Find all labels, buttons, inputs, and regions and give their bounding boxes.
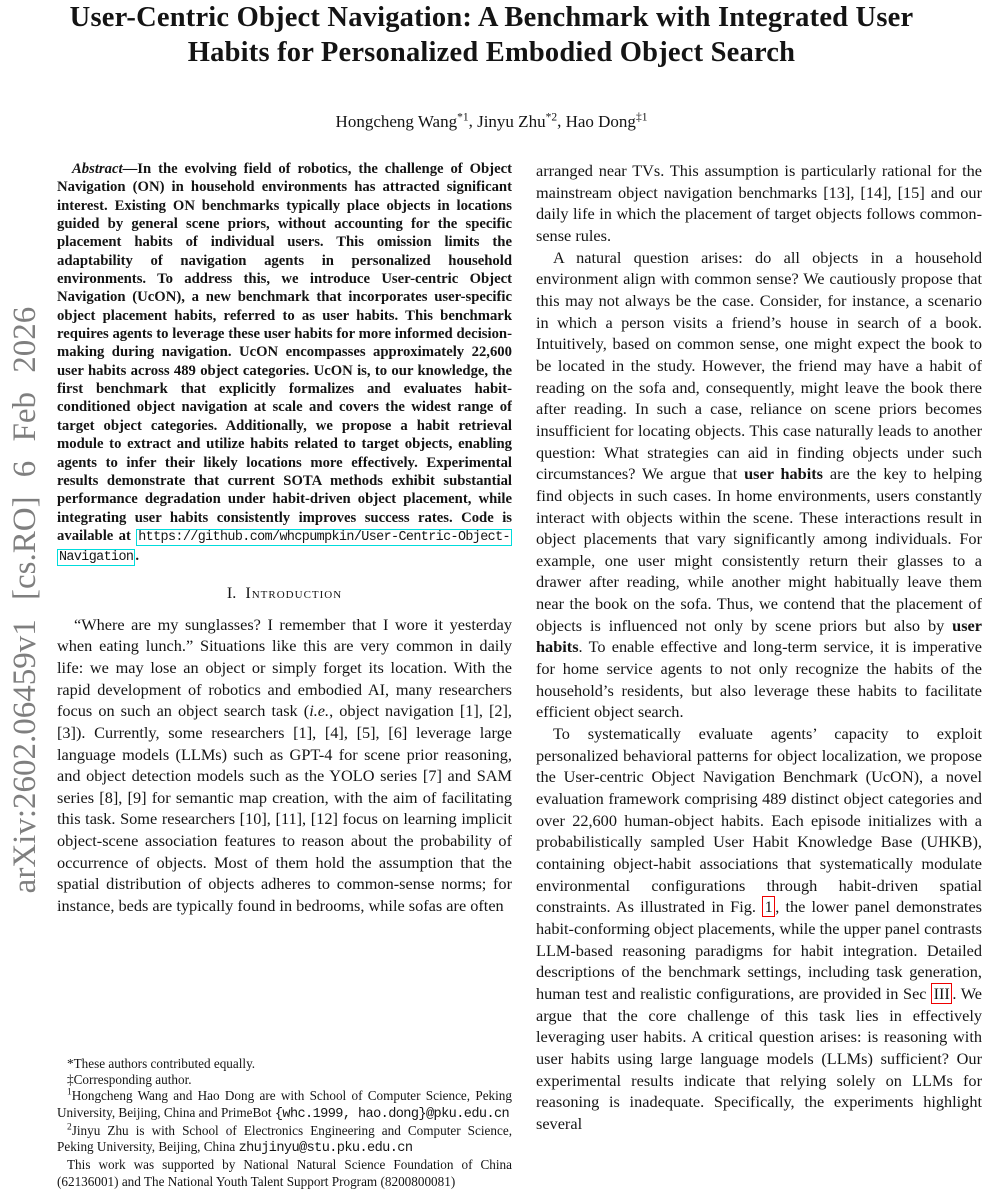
abstract <box>57 160 512 568</box>
left-column <box>57 160 512 1200</box>
footnote-corresponding-author: ‡Corresponding author. <box>67 1071 192 1087</box>
footnote-affiliation-1: $^1$Hongcheng Wang and Hao Dong are with School of Computer Science, Peking University, Beijing, China and PrimeBot {whc.1999, hao.dong}@pku.edu.cn <box>57 1087 512 1122</box>
right-column <box>536 160 982 1200</box>
abstract-label: Abstract <box>72 161 123 177</box>
abstract-body: —In the evolving field of robotics, the challenge of Object Navigation (ON) in household environments has attracted significant interest. Existing ON benchmarks typically place objects in locations guided by general scene priors, without accounting for the specific placement habits of individual users. This omission limits the adaptability of navigation agents in personalized household environments. To address this, we introduce User-centric Object Navigation (UcON), a new benchmark that incorporates user-specific object placement habits, referred to as user habits. This benchmark requires agents to leverage these user habits for more informed decision-making during navigation. UcON encompasses approximately 22,600 user habits across 489 object categories. UcON is, to our knowledge, the first benchmark that explicitly formalizes and evaluates habit-conditioned object navigation at scale and covers the widest range of target object categories. Additionally, we propose a habit retrieval module to extract and utilize habits related to target objects, enabling agents to infer their likely locations more effectively. Experimental results demonstrate that current SOTA methods exhibit substantial performance degradation under habit-driven object placement, while integrating user habits consistently improves success rates. Code is available at <box>57 161 512 544</box>
footnote-affiliation-2: $^2$Jinyu Zhu is with School of Electronics Engineering and Computer Science, Peking University, Beijing, China zhujinyu@stu.pku.edu.cn <box>57 1122 512 1157</box>
author-name: Hongcheng Wang$^{*1}$ <box>335 111 469 131</box>
paper-title: User-Centric Object Navigation: A Benchmark with Integrated User Habits for Personalized Embodied Object Search <box>69 2 914 68</box>
intro-paragraph-2: A natural question arises: do all objects in a household environment align with common sense? We cautiously propose that this may not always be the case. Consider, for instance, a scenario in which a person visits a friend’s house in search of a book. Intuitively, based on common sense, one might expect the book to be located in the study. However, the friend may have a habit of reading on the sofa and, consequently, might leave the book there after reading. In such a case, reliance on scene priors becomes insufficient for locating objects. This case naturally leads to another question: What strategies can aid in finding objects under such circumstances? We argue that user habits are the key to helping find objects in such cases. In home environments, users constantly interact with objects within the scene. These interactions result in object placements that vary significantly among individuals. For example, one user might consistently return their glasses to a drawer after reading, while another might habitually leave them near the book on the sofa. Thus, we contend that the placement of objects is influenced not only by scene priors but also by user habits. To enable effective and long-term service, it is imperative for home service agents to not only recognize the habits of the household’s residents, but also leverage these habits to facilitate efficient object search. <box>536 247 982 722</box>
intro-paragraph-1: “Where are my sunglasses? I remember that I wore it yesterday when eating lunch.” Situations like this are very common in daily life: we may lose an object or simply forget its location. With the rapid development of robotics and embodied AI, many researchers focus on such an object search task (i.e., object navigation [1], [2], [3]). Currently, some researchers [1], [4], [5], [6] leverage large language models (LLMs) such as GPT-4 for scene prior reasoning, and object detection models such as the YOLO series [7] and SAM series [8], [9] for semantic map creation, with the aim of facilitating this task. Some researchers [10], [11], [12] focus on learning implicit object-scene association features to reason about the probability of occurrence of objects. Most of them hold the assumption that the spatial distribution of objects adheres to common-sense norms; for instance, beds are typically found in bedrooms, while sofas are often <box>57 614 512 916</box>
author-affiliation-marker: *2 <box>545 111 558 123</box>
section-number: I. <box>226 582 237 602</box>
author-affiliation-marker: ‡1 <box>635 111 648 123</box>
footnote-funding: This work was supported by National Natural Science Foundation of China (62136001) and The National Youth Talent Support Program (8200800081) <box>57 1157 512 1189</box>
cross-reference-link[interactable]: 1 <box>762 896 775 917</box>
cross-reference-link[interactable]: III <box>931 983 952 1004</box>
two-column-body <box>57 160 982 1200</box>
section-title: Introduction <box>245 582 343 602</box>
section-heading-introduction <box>57 583 512 603</box>
footnotes-block <box>57 1056 512 1200</box>
arxiv-watermark: arXiv:2602.06459v1 [cs.RO] 6 Feb 2026 <box>7 306 43 894</box>
abstract-period: . <box>135 548 140 565</box>
github-repo-link[interactable]: https://github.com/whcpumpkin/User-Centric-Object-Navigation <box>59 529 510 566</box>
author-name: Jinyu Zhu$^{*2}$ <box>477 111 558 131</box>
paper-header <box>0 0 983 132</box>
footnote-equal-contribution: *These authors contributed equally. <box>67 1055 256 1071</box>
author-name: Hao Dong$^{\ddagger 1}$ <box>565 111 648 131</box>
intro-paragraph-1-continuation: arranged near TVs. This assumption is particularly rational for the mainstream object navigation benchmarks [13], [14], [15] and our daily life in which the placement of target objects follows common-sense rules. <box>536 161 982 245</box>
intro-paragraph-3: To systematically evaluate agents’ capacity to exploit personalized behavioral patterns for object localization, we propose the User-centric Object Navigation Benchmark (UcON), a novel evaluation framework comprising 489 distinct object categories and over 22,600 human-object habits. Each episode initializes with a probabilistically sampled User Habit Knowledge Base (UHKB), containing object-habit associations that systematically modulate environmental configurations through habit-driven spatial constraints. As illustrated in Fig. 1 , the lower panel demonstrates habit-conforming object placements, while the upper panel contrasts LLM-based reasoning paradigms for habit integration. Detailed descriptions of the benchmark settings, including task generation, human test and realistic configurations, are provided in Sec III . We argue that the core challenge of this task lies in effectively leveraging user habits. A critical question arises: is reasoning with user habits using large language models (LLMs) sufficient? Our experimental results indicate that relying solely on LLMs for reasoning is inadequate. Specifically, the experiments highlight several <box>536 724 982 1133</box>
author-line: Hongcheng Wang$^{*1}$, Jinyu Zhu$^{*2}$, Hao Dong$^{\ddagger 1}$ <box>335 111 648 131</box>
author-affiliation-marker: *1 <box>457 111 469 123</box>
